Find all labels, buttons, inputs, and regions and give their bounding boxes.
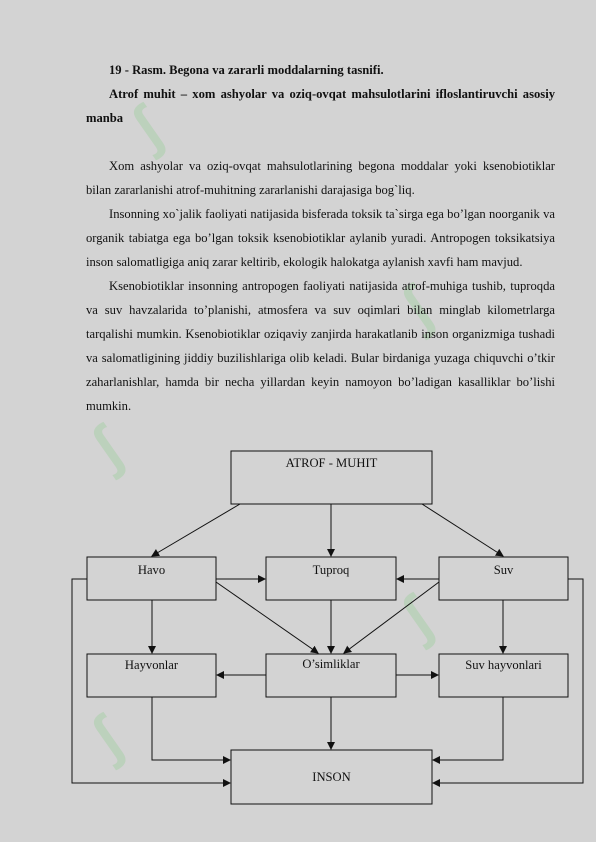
- paragraph-2: Insonning xo`jalik faoliyati natijasida bisferada toksik ta`sirga ega bo’lgan noorganik va organik tabiatga ega bo’lgan toksik ksenobiotiklar aylanib yuradi. Antropogen toksikatsiya inson salomatligiga aniq zarar keltirib, ekologik halokatga aylanish xavfi ham mavjud.: [86, 207, 555, 269]
- arrow-havo-outer-inson: [72, 579, 230, 783]
- svg-text:ʃ: ʃ: [389, 274, 444, 341]
- arrow-suvhayvonlari-inson: [433, 697, 503, 760]
- svg-text:ʃ: ʃ: [79, 704, 134, 771]
- arrow-atrof-havo: [152, 504, 240, 556]
- arrow-suv-outer-inson: [433, 579, 583, 783]
- label-atrof-muhit: ATROF - MUHIT: [285, 456, 378, 470]
- section-subtitle: Atrof muhit – xom ashyolar va oziq-ovqat mahsulotlarini ifloslantiruvchi asosiy manba: [86, 87, 555, 125]
- svg-text:ʃ: ʃ: [79, 414, 134, 481]
- label-suv-hayvonlari: Suv hayvonlari: [465, 658, 542, 672]
- label-suv: Suv: [493, 563, 514, 577]
- arrow-atrof-suv: [422, 504, 503, 556]
- arrow-suv-osimliklar: [344, 582, 439, 653]
- label-tuproq: Tuproq: [312, 563, 350, 577]
- arrow-hayvonlar-inson: [152, 697, 230, 760]
- svg-text:ʃ: ʃ: [119, 94, 174, 161]
- svg-text:ʃ: ʃ: [389, 584, 444, 651]
- figure-caption: 19 - Rasm. Begona va zararli moddalarning tasnifi.: [109, 63, 384, 77]
- label-inson: INSON: [312, 770, 351, 784]
- paragraph-1: Xom ashyolar va oziq-ovqat mahsulotlarining begona moddalar yoki ksenobiotiklar bilan zararlanishi atrof-muhitning zararlanishi darajasiga bog`liq.: [86, 159, 555, 197]
- label-havo: Havo: [137, 563, 166, 577]
- arrow-havo-osimliklar: [216, 582, 318, 653]
- paragraph-3: Ksenobiotiklar insonning antropogen faoliyati natijasida atrof-muhiga tushib, tuproqda va suv havzalarida to’planishi, atmosfera va suv oqimlari bilan minglab kilometrlarga tarqalishi mumkin. Ksenobiotiklar oziqaviy zanjirda harakatlanib inson organizmiga tushadi va salomatligining jiddiy buzilishlariga olib keladi. Bular birdaniga yuzaga chiquvchi o’tkir zaharlanishlar, hamda bir necha yillardan keyin namoyon bo’ladigan kasalliklar bo’lishi mumkin.: [86, 279, 555, 413]
- label-osimliklar: O’simliklar: [302, 657, 360, 671]
- label-hayvonlar: Hayvonlar: [124, 658, 179, 672]
